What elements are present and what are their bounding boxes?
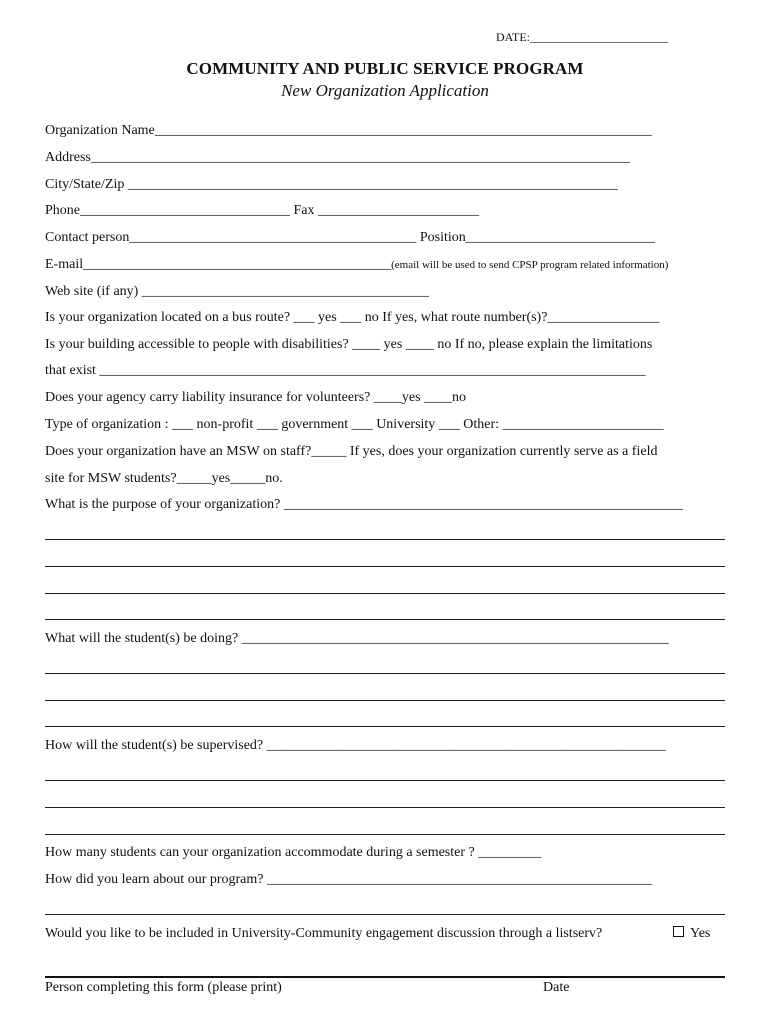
- yes-label: Yes: [690, 926, 711, 941]
- purpose-answer-line[interactable]: [45, 592, 725, 594]
- yes-checkbox[interactable]: [673, 926, 684, 937]
- student-capacity-question[interactable]: How many students can your organization accommodate during a semester ? _________: [45, 845, 542, 860]
- website-field[interactable]: Web site (if any) _________________________________________: [45, 284, 429, 299]
- signature-line[interactable]: [45, 976, 725, 978]
- insurance-question[interactable]: Does your agency carry liability insurance for volunteers? ____yes ____no: [45, 390, 467, 405]
- duties-answer-line[interactable]: [45, 699, 725, 701]
- supervision-question[interactable]: How will the student(s) be supervised? _________________________________________________________: [45, 738, 666, 753]
- email-label: E-mail____________________________________________: [45, 257, 392, 272]
- msw-question[interactable]: Does your organization have an MSW on staff?_____ If yes, does your organization currently serve as a field: [45, 444, 658, 459]
- student-duties-question[interactable]: What will the student(s) be doing? _____________________________________________________________: [45, 631, 669, 646]
- email-note: (email will be used to send CPSP program related information): [391, 259, 669, 271]
- supervision-answer-line[interactable]: [45, 833, 725, 835]
- purpose-question[interactable]: What is the purpose of your organization? _________________________________________________________: [45, 497, 683, 512]
- purpose-answer-line[interactable]: [45, 538, 725, 540]
- phone-fax-field[interactable]: Phone______________________________ Fax _______________________: [45, 203, 479, 218]
- supervision-answer-line[interactable]: [45, 779, 725, 781]
- duties-answer-line[interactable]: [45, 725, 725, 727]
- city-state-zip-field[interactable]: City/State/Zip ______________________________________________________________________: [45, 177, 618, 192]
- accessibility-explain-field[interactable]: that exist ______________________________________________________________________________: [45, 363, 646, 378]
- form-subtitle: New Organization Application: [281, 81, 489, 100]
- organization-name-field[interactable]: Organization Name_______________________________________________________________________: [45, 123, 652, 138]
- organization-type-question[interactable]: Type of organization : ___ non-profit ___ government ___ University ___ Other: _______________________: [45, 417, 664, 432]
- referral-question[interactable]: How did you learn about our program? _______________________________________________________: [45, 872, 652, 887]
- msw-field-site-question[interactable]: site for MSW students?_____yes_____no.: [45, 471, 283, 486]
- bus-route-question[interactable]: Is your organization located on a bus route? ___ yes ___ no If yes, what route number(s)?________________: [45, 310, 660, 325]
- date-field[interactable]: DATE:_______________________: [496, 30, 668, 44]
- address-field[interactable]: Address_____________________________________________________________________________: [45, 150, 630, 165]
- date-label: Date: [543, 980, 570, 995]
- purpose-answer-line[interactable]: [45, 618, 725, 620]
- form-title: COMMUNITY AND PUBLIC SERVICE PROGRAM: [186, 59, 584, 78]
- listserv-yes-option[interactable]: [673, 924, 710, 944]
- person-completing-label: Person completing this form (please print): [45, 980, 282, 995]
- contact-position-field[interactable]: Contact person_________________________________________ Position___________________________: [45, 230, 655, 245]
- referral-answer-line[interactable]: [45, 913, 725, 915]
- supervision-answer-line[interactable]: [45, 806, 725, 808]
- email-field[interactable]: [45, 255, 725, 275]
- duties-answer-line[interactable]: [45, 672, 725, 674]
- accessibility-question[interactable]: Is your building accessible to people with disabilities? ____ yes ____ no If no, please explain the limitations: [45, 337, 653, 352]
- purpose-answer-line[interactable]: [45, 565, 725, 567]
- listserv-question: Would you like to be included in University-Community engagement discussion through a listserv?: [45, 926, 603, 941]
